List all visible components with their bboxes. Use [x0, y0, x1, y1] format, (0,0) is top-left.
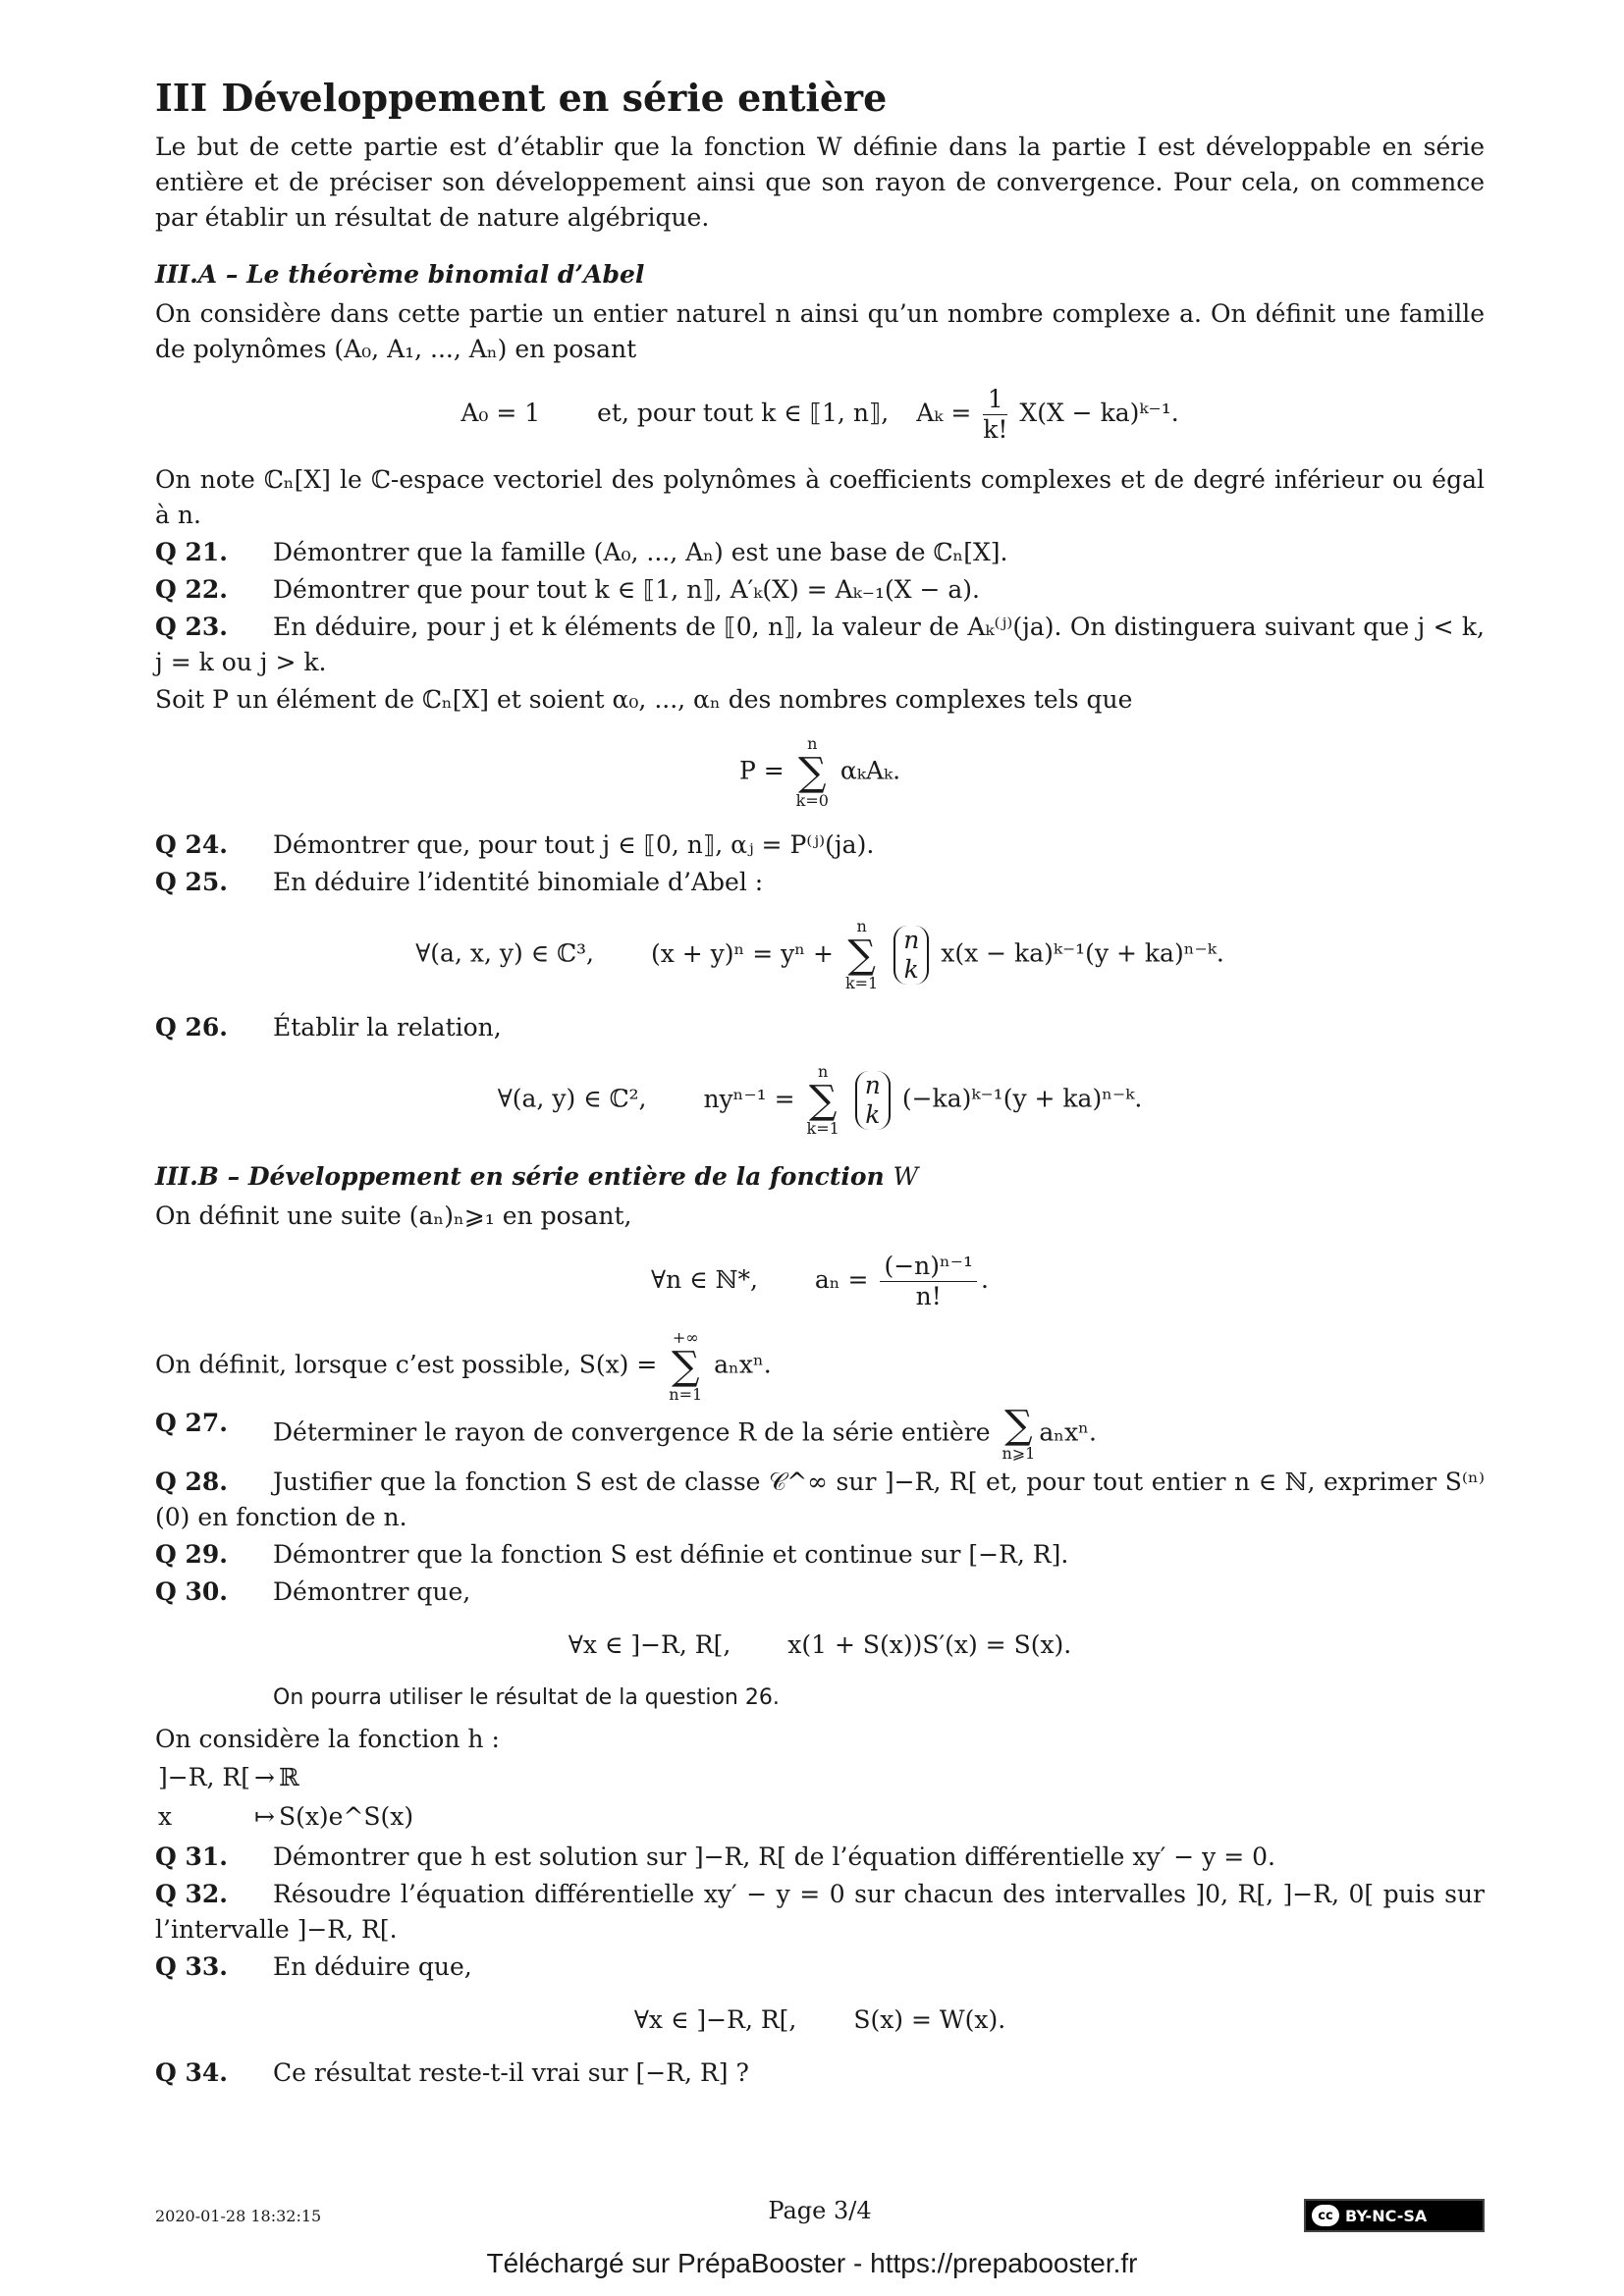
equation-derivative-identity: ∀(a, y) ∈ ℂ², nyⁿ⁻¹ = n ∑ k=1 n k (−ka)ᵏ⁻¹(y + ka)ⁿ⁻ᵏ. — [497, 1062, 1143, 1138]
function-h-definition: On considère la fonction h : — [155, 1725, 500, 1753]
binomial-coefficient: n k — [855, 1071, 891, 1130]
question-29: Q 29. Démontrer que la fonction S est définie et continue sur [−R, R]. — [155, 1540, 1069, 1569]
question-25: Q 25. En déduire l’identité binomiale d’Abel : — [155, 868, 764, 896]
timestamp: 2020-01-28 18:32:15 — [155, 2207, 322, 2225]
question-23: Q 23. En déduire, pour j et k éléments de ⟦0, n⟧, la valeur de Aₖ⁽ʲ⁾(ja). On distinguera suivant que j < k, j = k ou j > k. — [155, 613, 1485, 676]
question-32: Q 32. Résoudre l’équation différentielle xy′ − y = 0 sur chacun des intervalles ]0, R[, ]−R, 0[ puis sur l’intervalle ]−R, R[. — [155, 1880, 1485, 1944]
equation-abel-polynomials: A₀ = 1 et, pour tout k ∈ ⟦1, n⟧, Aₖ = $\frac{1}{k!}$ X(X − ka)ᵏ⁻¹. — [460, 385, 1179, 444]
sum-symbol: +∞ ∑ n=1 — [669, 1328, 703, 1404]
section-title: III Développement en série entière — [155, 76, 888, 120]
question-21: Q 21. Démontrer que la famille (A₀, ..., Aₙ) est une base de ℂₙ[X]. — [155, 538, 1008, 566]
subsection-a-title: III.A – Le théorème binomial d’Abel — [155, 260, 645, 289]
sum-symbol: n ∑ k=1 — [806, 1062, 839, 1138]
question-31: Q 31. Démontrer que h est solution sur ]−R, R[ de l’équation différentielle xy′ − y = 0. — [155, 1842, 1275, 1871]
sum-symbol: n ∑ k=1 — [844, 917, 879, 992]
binomial-coefficient: n k — [893, 926, 929, 985]
page-footer — [155, 2197, 1485, 2232]
question-28: Q 28. Justifier que la fonction S est de classe 𝒞^∞ sur ]−R, R[ et, pour tout entier n ∈ ℕ, exprimer S⁽ⁿ⁾(0) en fonction de n. — [155, 1468, 1485, 1531]
question-26: Q 26. Établir la relation, — [155, 1013, 502, 1041]
fraction: $\frac{1}{k!}$ — [983, 385, 1008, 444]
intro-paragraph: Le but de cette partie est d’établir que la fonction W définie dans la partie I est développable en série entière et de préciser son développement ainsi que son rayon de convergence. Pour cela, on commence par établir un résultat de nature algébrique. — [155, 133, 1485, 232]
question-33: Q 33. En déduire que, — [155, 1952, 472, 1981]
download-notice: Téléchargé sur PrépaBooster - https://prepabooster.fr — [486, 2248, 1138, 2278]
subsection-b-title: III.B – Développement en série entière de la fonction W — [155, 1162, 919, 1191]
equation-s-equals-w: ∀x ∈ ]−R, R[, S(x) = W(x). — [633, 2005, 1006, 2034]
part-b-paragraph-1: On définit une suite (aₙ)ₙ⩾₁ en posant, — [155, 1201, 632, 1230]
license-badge: cc BY-NC-SA — [1304, 2199, 1485, 2232]
hint-text: On pourra utiliser le résultat de la question 26. — [273, 1685, 780, 1710]
part-a-paragraph-1: On considère dans cette partie un entier naturel n ainsi qu’un nombre complexe a. On définit une famille de polynômes (A₀, A₁, ..., Aₙ) en posant — [155, 299, 1485, 363]
equation-sequence-definition: ∀n ∈ ℕ*, aₙ = $\frac{\text{(−n)ⁿ⁻¹}}{n!}$ . — [651, 1252, 989, 1310]
page-number: Page 3/4 — [768, 2197, 872, 2224]
question-30: Q 30. Démontrer que, — [155, 1577, 471, 1606]
equation-p-decomposition: P = n ∑ k=0 αₖAₖ. — [738, 734, 901, 810]
question-22: Q 22. Démontrer que pour tout k ∈ ⟦1, n⟧, A′ₖ(X) = Aₖ₋₁(X − a). — [155, 575, 980, 604]
equation-abel-identity: ∀(a, x, y) ∈ ℂ³, (x + y)ⁿ = yⁿ + n ∑ k=1 n k x(x − ka)ᵏ⁻¹(y + ka)ⁿ⁻ᵏ. — [415, 917, 1224, 992]
page-content: III Développement en série entière Le but de cette partie est d’établir que la fonction W définie dans la partie I est développable en série entière et de préciser son développement ainsi que son rayon de convergence. Pour cela, on commence par établir un résultat de nature algébrique. III.A – Le théorème binomial d’Abel On considère dans cette partie un entier naturel n ainsi qu’un nombre complexe a. On définit une famille de polynômes (A₀, A₁, ..., Aₙ) en posant A₀ = 1 et, pour tout k ∈ ⟦1, n⟧, Aₖ = $\frac{1}{k!}$ X(X − ka)ᵏ⁻¹. On note ℂₙ[X] le ℂ-espace vectoriel des polynômes à coefficients complexes et de degré inférieur ou égal à n. Q 21. Démontrer que la famille (A₀, ..., Aₙ) est une base de ℂₙ[X]. Q 22. Démontrer que pour tout k ∈ ⟦1, n⟧, A′ₖ(X) = Aₖ₋₁(X − a). Q 23. En déduire, pour j et k éléments de ⟦0, n⟧, la valeur de Aₖ⁽ʲ⁾(ja). On distinguera suivant que j < k, j = k ou j > k. Soit P un élément de ℂₙ[X] et soient α₀, ..., αₙ des nombres complexes tels que P = n ∑ k=0 αₖAₖ. Q 24. Démontrer que, pour tout j ∈ ⟦0, n⟧, αⱼ = P⁽ʲ⁾(ja). Q 25. En déduire l’identité binomiale d’Abel : ∀(a, x, y) ∈ ℂ³, (x + y)ⁿ = yⁿ + n ∑ k=1 n k x(x − ka)ᵏ⁻¹(y + ka)ⁿ⁻ᵏ. Q 26. Établir la relation, ∀(a, y) ∈ ℂ², nyⁿ⁻¹ = n ∑ k=1 n k (−ka)ᵏ⁻¹(y + ka)ⁿ⁻ᵏ. III.B – Développement en série entière de la fonction W On définit une suite (aₙ)ₙ⩾₁ en posant, ∀n ∈ ℕ*, aₙ = $\frac{\text{(−n)ⁿ⁻¹}}{n!}$ . On définit, lorsque c’est possible, S(x) = +∞ ∑ n=1 aₙxⁿ. Q 27. Déterminer le rayon de convergence R de la série entière ∑ n⩾1 aₙxⁿ. Q 28. Justifier que la fonction S est de classe 𝒞^∞ sur ]−R, R[ et, pour tout entier n ∈ ℕ, exprimer S⁽ⁿ⁾(0) en fonction de n. Q 29. Démontrer que la fonction S est définie et continue sur [−R, R]. Q 30. Démontrer que, ∀x ∈ ]−R, R[, x(1 + S(x))S′(x) = S(x). On pourra utiliser le résultat de la question 26. On considère la fonction h : ]−R, R[ → ℝ x ↦ S(x)e^S(x) Q 31. Démontrer que h est solution sur ]−R, R[ de l’équation différentielle xy′ − y = 0. Q 32. Résoudre l’équation différentielle xy′ − y = 0 sur chacun des intervalles ]0, R[, ]−R, 0[ puis sur l’intervalle ]−R, R[. Q 33. En déduire que, ∀x ∈ ]−R, R[, S(x) = W(x). Q 34. Ce résultat reste-t-il vrai sur [−R, R] ? — [155, 77, 1485, 2093]
creative-commons-icon: cc — [1312, 2205, 1339, 2226]
question-27: Q 27. Déterminer le rayon de convergence R de la série entière ∑ n⩾1 aₙxⁿ. — [155, 1403, 1097, 1463]
part-b-paragraph-2: On définit, lorsque c’est possible, S(x) = +∞ ∑ n=1 aₙxⁿ. — [155, 1328, 772, 1404]
question-24: Q 24. Démontrer que, pour tout j ∈ ⟦0, n⟧, αⱼ = P⁽ʲ⁾(ja). — [155, 830, 875, 859]
sum-symbol: n ∑ k=0 — [795, 734, 829, 810]
part-a-paragraph-2: On note ℂₙ[X] le ℂ-espace vectoriel des polynômes à coefficients complexes et de degré inférieur ou égal à n. — [155, 465, 1485, 529]
question-34: Q 34. Ce résultat reste-t-il vrai sur [−R, R] ? — [155, 2058, 749, 2087]
equation-differential-relation: ∀x ∈ ]−R, R[, x(1 + S(x))S′(x) = S(x). — [568, 1630, 1072, 1659]
sum-symbol: ∑ n⩾1 — [1001, 1403, 1036, 1463]
part-a-paragraph-3: Soit P un élément de ℂₙ[X] et soient α₀, ..., αₙ des nombres complexes tels que — [155, 685, 1133, 714]
fraction: $\frac{\text{(−n)ⁿ⁻¹}}{n!}$ — [880, 1252, 977, 1311]
